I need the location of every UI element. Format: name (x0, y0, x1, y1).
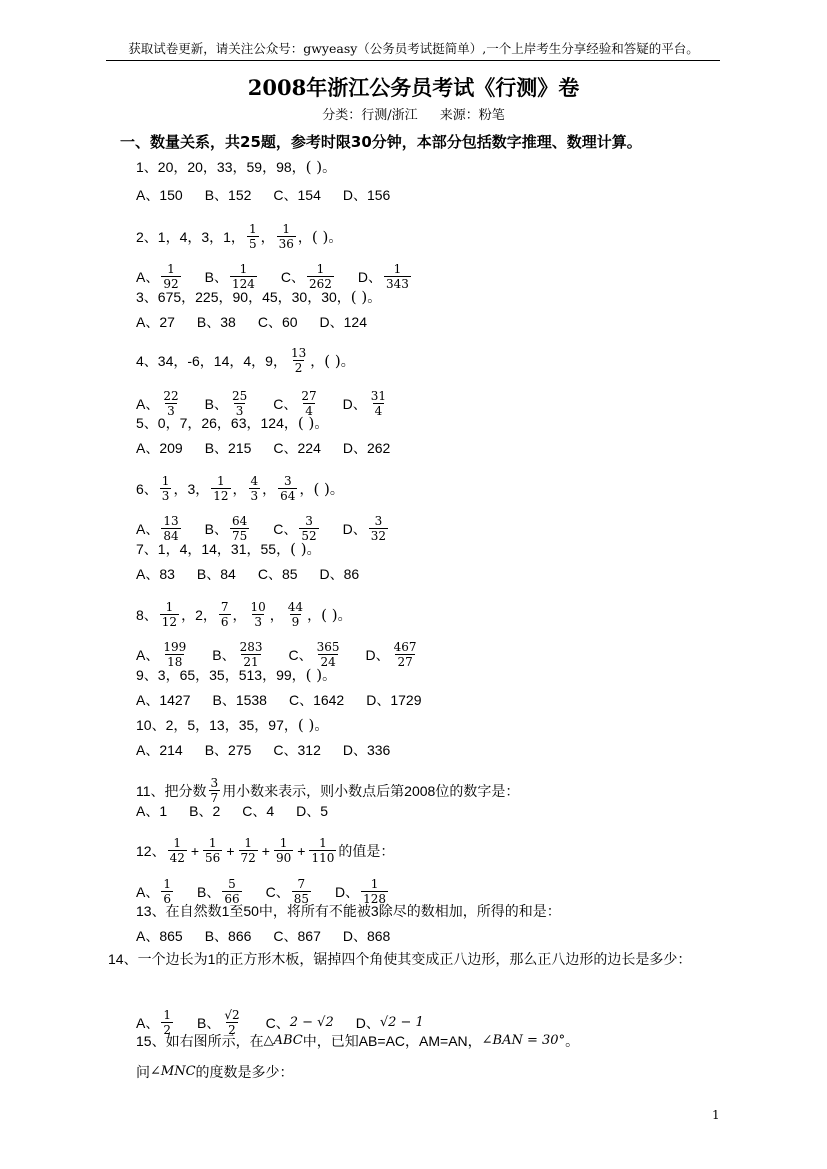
option-a: A、209 (136, 440, 183, 456)
numerator: 1 (282, 222, 291, 236)
question-stem-11 (136, 776, 519, 805)
numerator: 4 (250, 474, 259, 488)
fraction (249, 474, 261, 503)
option-a (136, 514, 183, 543)
option-a: A、1427 (136, 692, 191, 708)
question-stem-12 (136, 836, 394, 865)
denominator: 3 (161, 489, 170, 503)
answer-blank: ( ) (350, 288, 368, 306)
denominator: 4 (305, 404, 313, 418)
option-d (343, 514, 390, 543)
stem-text: 12、 (136, 842, 166, 859)
stem-text: 中，已知AB=AC，AM=AN， (302, 1033, 482, 1049)
option-letter: C、 (265, 1014, 290, 1031)
answer-blank: ( ) (313, 479, 330, 498)
numerator: √2 (224, 1008, 240, 1022)
option-b (205, 262, 259, 291)
numerator: 1 (163, 1008, 171, 1022)
option-fraction (161, 262, 180, 291)
answer-blank: ( ) (290, 540, 307, 558)
category-label: 分类：行测/浙江 (322, 108, 418, 123)
option-b: B、1538 (212, 692, 267, 708)
question-stem-15 (136, 1032, 579, 1050)
options-5 (136, 439, 412, 457)
numerator: 27 (301, 389, 317, 403)
option-a: A、27 (136, 314, 175, 330)
separator: ， (262, 480, 277, 497)
fraction (289, 346, 308, 375)
angle-symbol: ∠MNC (150, 1064, 196, 1079)
denominator: 2 (294, 361, 303, 375)
options-6 (136, 514, 412, 543)
stem-tail: 。 (337, 606, 352, 623)
option-fraction (392, 640, 419, 669)
question-stem-9 (136, 666, 336, 684)
stem-text: 7、1，4，14，31，55， (136, 541, 291, 557)
plus-sign: + (261, 842, 270, 859)
option-a: A、214 (136, 742, 183, 758)
numerator: 1 (244, 836, 252, 850)
separator: ， (202, 606, 217, 623)
fraction (211, 474, 230, 503)
denominator: 9 (291, 615, 300, 629)
options-2 (136, 262, 435, 291)
denominator: 6 (163, 892, 171, 906)
option-letter: C、 (265, 883, 290, 900)
denominator: 7 (210, 791, 219, 805)
stem-tail: 。 (314, 415, 329, 431)
option-d (366, 640, 421, 669)
option-b: B、275 (204, 742, 252, 758)
question-stem-7 (136, 540, 321, 558)
numerator: 1 (161, 474, 170, 488)
denominator: 3 (235, 404, 244, 418)
option-a: A、83 (136, 566, 175, 582)
fraction (219, 600, 231, 629)
question-stem-13 (136, 902, 561, 920)
meta-line (0, 108, 827, 124)
stem-text: 2、1，4，3，1， (136, 228, 245, 245)
stem-text: 3、675，225，90，45，30，30， (136, 289, 351, 305)
denominator: 85 (293, 892, 310, 906)
stem-text: 问 (136, 1064, 150, 1080)
fraction (209, 776, 221, 805)
option-fraction (230, 514, 249, 543)
fraction (239, 836, 258, 865)
source-label: 来源：粉笔 (439, 108, 505, 123)
option-fraction (161, 514, 180, 543)
denominator: 32 (370, 529, 387, 543)
separator: ， (232, 480, 247, 497)
separator: ， (269, 606, 284, 623)
option-c: C、154 (273, 187, 321, 203)
question-stem-2 (136, 222, 342, 251)
stem-text: 11、把分数 (136, 782, 207, 799)
denominator: 262 (309, 277, 332, 291)
numerator: 3 (305, 514, 313, 528)
option-b: B、84 (196, 566, 236, 582)
question-stem-15-line2 (136, 1063, 294, 1081)
answer-blank: ( ) (321, 605, 338, 624)
denominator: 24 (320, 655, 336, 669)
option-letter: A、 (136, 520, 160, 537)
page-number: 1 (712, 1108, 720, 1122)
option-letter: B、 (204, 520, 228, 537)
stem-tail: 。 (340, 352, 355, 369)
stem-tail: 。 (565, 1033, 580, 1049)
stem-text: 8、 (136, 606, 158, 623)
option-letter: A、 (136, 883, 160, 900)
option-letter: D、 (365, 646, 390, 663)
numerator: 467 (393, 640, 417, 654)
stem-tail: 的值是： (338, 842, 395, 859)
option-letter: B、 (212, 646, 236, 663)
options-13 (136, 927, 412, 945)
stem-tail: 。 (367, 289, 382, 305)
option-c: C、60 (257, 314, 298, 330)
option-d: D、262 (342, 440, 391, 456)
numerator: 1 (370, 877, 379, 891)
numerator: 1 (217, 474, 225, 488)
answer-blank: ( ) (305, 158, 323, 176)
option-b: B、38 (196, 314, 236, 330)
option-d: D、1729 (366, 692, 422, 708)
numerator: 3 (374, 514, 383, 528)
denominator: 56 (205, 851, 221, 865)
numerator: 1 (248, 222, 257, 236)
numerator: 13 (163, 514, 179, 528)
fraction (168, 836, 187, 865)
fraction (203, 836, 222, 865)
header-note: 获取试卷更新，请关注公众号：gwyeasy（公务员考试挺简单）,一个上岸考生分享经验和答疑的平台。 (128, 41, 699, 56)
numerator: 199 (163, 640, 187, 654)
options-3 (136, 313, 389, 331)
fraction (247, 222, 259, 251)
stem-tail: 。 (328, 228, 343, 245)
numerator: 1 (319, 836, 327, 850)
denominator: 18 (167, 655, 183, 669)
option-fraction (369, 514, 388, 543)
stem-text: 4、34，-6，14，4，9， (136, 352, 287, 369)
numerator: 5 (228, 877, 236, 891)
options-7 (136, 565, 381, 583)
options-10 (136, 741, 412, 759)
stem-text: 9、3，65，35，513，99， (136, 667, 306, 683)
option-a: A、1 (136, 803, 168, 819)
option-fraction (384, 262, 411, 291)
denominator: 52 (301, 529, 317, 543)
option-letter: C、 (273, 520, 298, 537)
denominator: 3 (250, 489, 259, 503)
option-fraction (315, 640, 342, 669)
numerator: 1 (167, 262, 175, 276)
numerator: 31 (370, 389, 387, 403)
option-c: C、867 (273, 928, 321, 944)
option-letter: B、 (204, 268, 228, 285)
denominator: 4 (374, 404, 383, 418)
option-b: B、2 (189, 803, 221, 819)
denominator: 42 (169, 851, 185, 865)
option-d: D、124 (319, 314, 367, 330)
stem-tail: 。 (306, 541, 321, 557)
numerator: 13 (290, 346, 307, 360)
numerator: 3 (283, 474, 292, 488)
fraction (309, 836, 336, 865)
stem-text: 6、 (136, 480, 158, 497)
numerator: 3 (210, 776, 219, 790)
plus-sign: + (226, 842, 235, 859)
options-9 (136, 691, 444, 709)
denominator: 3 (167, 404, 175, 418)
separator: ， (195, 480, 210, 497)
option-letter: A、 (136, 268, 160, 285)
question-stem-8 (136, 600, 352, 629)
answer-blank: ( ) (305, 666, 323, 684)
option-fraction (230, 262, 257, 291)
denominator: 2 (163, 1023, 171, 1037)
numerator: 1 (279, 836, 288, 850)
separator: ， (310, 352, 325, 369)
option-c: C、4 (242, 803, 275, 819)
denominator: 12 (161, 615, 178, 629)
answer-blank: ( ) (324, 351, 341, 370)
denominator: 92 (163, 277, 179, 291)
option-a: A、150 (136, 187, 183, 203)
numerator: 44 (287, 600, 304, 614)
denominator: 64 (280, 489, 296, 503)
options-11 (136, 802, 350, 820)
plus-sign: + (297, 842, 306, 859)
option-expression: 2 − √2 (289, 1014, 334, 1030)
triangle-symbol: △ABC (263, 1033, 303, 1048)
denominator: 3 (254, 615, 262, 629)
denominator: 36 (278, 237, 294, 251)
stem-text: 5、0，7，26，63，124， (136, 415, 298, 431)
stem-text: 1、20，20，33，59，98， (136, 159, 306, 175)
stem-text: 10、2，5，13，35，97， (136, 717, 298, 733)
option-b: B、866 (204, 928, 252, 944)
separator: ， (173, 480, 188, 497)
question-stem-10 (136, 716, 328, 734)
sequence-term: 2 (195, 606, 203, 623)
fraction (278, 474, 297, 503)
question-stem-6 (136, 474, 344, 503)
fraction (160, 474, 172, 503)
fraction (160, 600, 179, 629)
question-stem-4 (136, 346, 355, 375)
separator: ， (260, 228, 275, 245)
numerator: 1 (239, 262, 248, 276)
numerator: 1 (163, 877, 171, 891)
option-c: C、224 (273, 440, 321, 456)
numerator: 7 (220, 600, 229, 614)
option-fraction (307, 262, 334, 291)
fraction (249, 600, 268, 629)
option-d: D、156 (342, 187, 391, 203)
option-d: D、86 (319, 566, 360, 582)
numerator: 1 (165, 600, 174, 614)
sequence-term: 3 (187, 480, 196, 497)
option-expression: √2 − 1 (379, 1014, 424, 1030)
options-1 (136, 186, 412, 204)
option-letter: C、 (288, 646, 313, 663)
option-c (266, 1014, 334, 1032)
denominator: 6 (220, 615, 229, 629)
angle-expression: ∠BAN = 30° (481, 1033, 566, 1048)
numerator: 1 (208, 836, 217, 850)
option-fraction (161, 640, 188, 669)
fraction (286, 600, 305, 629)
option-letter: D、 (335, 883, 360, 900)
option-letter: B、 (196, 883, 221, 900)
numerator: 22 (163, 389, 179, 403)
stem-text: 15、如右图所示，在 (136, 1033, 264, 1049)
denominator: 110 (311, 851, 335, 865)
separator: ， (299, 480, 314, 497)
option-letter: D、 (355, 1014, 380, 1031)
stem-tail: 。 (329, 480, 344, 497)
stem-tail: 。 (314, 717, 329, 733)
question-stem-5 (136, 414, 328, 432)
option-b (212, 640, 266, 669)
option-letter: C、 (273, 395, 298, 412)
option-d (358, 262, 413, 291)
fraction (277, 222, 296, 251)
numerator: 283 (239, 640, 263, 654)
separator: ， (297, 228, 312, 245)
denominator: 2 (228, 1023, 236, 1037)
stem-text: 用小数来表示，则小数点后第2008位的数字是： (222, 782, 520, 799)
answer-blank: ( ) (297, 716, 315, 734)
option-letter: D、 (357, 268, 383, 285)
denominator: 21 (243, 655, 259, 669)
plus-sign: + (190, 842, 200, 859)
numerator: 1 (393, 262, 402, 276)
separator: ， (181, 606, 196, 623)
page-title: 2008年浙江公务员考试《行测》卷 (247, 75, 580, 100)
question-stem-14: 14、一个边长为1的正方形木板，锯掉四个角使其变成正八边形，那么正八边形的边长是多少： (108, 951, 692, 967)
separator: ， (232, 606, 247, 623)
option-d: D、868 (342, 928, 391, 944)
option-b: B、152 (204, 187, 252, 203)
option-letter: C、 (280, 268, 305, 285)
option-c (273, 514, 320, 543)
separator: ， (307, 606, 322, 623)
options-8 (136, 640, 443, 669)
option-b: B、215 (204, 440, 252, 456)
stem-tail: 。 (322, 667, 337, 683)
option-letter: D、 (342, 395, 367, 412)
stem-text: 的度数是多少： (195, 1064, 294, 1080)
numerator: 10 (250, 600, 266, 614)
option-letter: A、 (136, 395, 160, 412)
denominator: 75 (231, 529, 248, 543)
option-a: A、865 (136, 928, 183, 944)
option-c: C、85 (257, 566, 298, 582)
numerator: 64 (231, 514, 248, 528)
option-letter: B、 (196, 1014, 221, 1031)
option-d: D、5 (296, 803, 329, 819)
option-letter: A、 (136, 646, 160, 663)
option-fraction (299, 514, 318, 543)
denominator: 128 (363, 892, 387, 906)
option-d (356, 1014, 424, 1032)
option-c: C、1642 (288, 692, 345, 708)
numerator: 365 (316, 640, 340, 654)
question-stem-3 (136, 288, 381, 306)
option-fraction (369, 389, 388, 418)
section-title: 一、数量关系，共25题，参考时限30分钟，本部分包括数字推理、数理计算。 (120, 133, 642, 151)
denominator: 72 (240, 851, 256, 865)
option-d (343, 389, 390, 418)
numerator: 25 (231, 389, 248, 403)
question-stem-1 (136, 158, 336, 176)
denominator: 124 (231, 277, 255, 291)
option-c (281, 262, 336, 291)
denominator: 343 (386, 277, 409, 291)
option-letter: B、 (204, 395, 228, 412)
option-fraction (238, 640, 265, 669)
option-b (205, 514, 252, 543)
denominator: 84 (163, 529, 179, 543)
numerator: 1 (316, 262, 325, 276)
denominator: 12 (213, 489, 229, 503)
option-c: C、312 (273, 742, 321, 758)
option-a (136, 640, 190, 669)
denominator: 27 (397, 655, 413, 669)
answer-blank: ( ) (311, 227, 329, 246)
option-letter: A、 (136, 1014, 160, 1031)
denominator: 66 (224, 892, 240, 906)
option-c (289, 640, 344, 669)
stem-text: 13、在自然数1至50中，将所有不能被3除尽的数相加，所得的和是： (136, 903, 561, 919)
option-letter: D、 (342, 520, 367, 537)
numerator: 7 (297, 877, 306, 891)
option-d: D、336 (342, 742, 391, 758)
answer-blank: ( ) (297, 414, 315, 432)
option-a (136, 262, 183, 291)
denominator: 90 (275, 851, 292, 865)
numerator: 1 (173, 836, 182, 850)
header-divider (106, 60, 720, 61)
denominator: 5 (248, 237, 257, 251)
fraction (274, 836, 293, 865)
stem-tail: 。 (322, 159, 337, 175)
